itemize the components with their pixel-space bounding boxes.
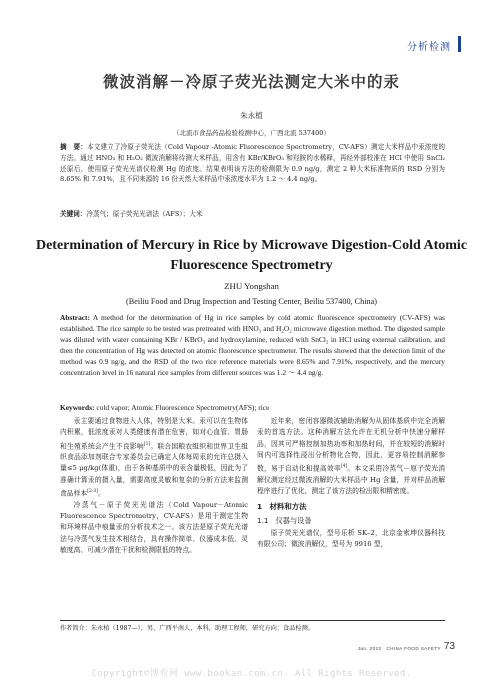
intro-text-c: 。 bbox=[97, 489, 105, 498]
section-category: 分析检测 bbox=[407, 42, 451, 53]
intro-text-e: 。本文采用冷蒸气－原子荧光消解仪测定经过微波消解的大米样品中 Hg 含量，并对样品消解程序进行了优化，测定了该方法的检出限和精密度。 bbox=[257, 464, 446, 496]
abstract-english-text: A method for the determination of Hg in rice samples by cold atomic fluorescence spectrometry (CV-AFS) was established. The rice sample to be tested was pretreated with HNO₃ and H₂O₂ microwave digestion method. The digested sample was diluted with water containing KBr / KBrO₃ and hydroxylamine, reduced with SnCl₂ in HCl using external calibration, and then the concentration of Hg was detected on atomic fluorescence spectrometer. The results showed that the detection limit of the method was 0.9 ng/g, and the RSD of the two rice reference materials were 8.65% and 7.91%, respectively, and the mercury concentration level in 16 natural rice samples from different sources was 1.2 ～ 4.4 ng/g. bbox=[60, 313, 445, 377]
subsection-heading-instruments: 1.1 仪器与设备 bbox=[257, 515, 312, 525]
section-heading-materials: 1 材料和方法 bbox=[257, 502, 307, 512]
abstract-english-label: Abstract: bbox=[60, 313, 90, 322]
title-english: Determination of Mercury in Rice by Microwave Digestion-Cold Atomic Fluorescence Spectrometry bbox=[35, 238, 468, 273]
keywords-english-label: Keywords: bbox=[60, 403, 95, 412]
keywords-chinese-text: 冷蒸气；原子荧光光谱法（AFS）；大米 bbox=[86, 210, 203, 218]
copyright-watermark: Copyright©博看网 www.bookan.com.cn. All Rights Reserved. bbox=[91, 668, 412, 679]
section-marker-bar bbox=[458, 36, 461, 52]
title-chinese: 微波消解－冷原子荧光法测定大米中的汞 bbox=[102, 73, 400, 91]
keywords-english-text: cold vapor; Atomic Fluorescence Spectrometry(AFS); rice bbox=[94, 403, 270, 412]
abstract-chinese-label: 摘 要： bbox=[60, 143, 87, 151]
intro-text-b: 。联合国粮农组织和世界卫生组织食品添加剂联合专家委员会已确定人体每周汞的允许总摄入量≤5 μg/kg(体重)，由于各种基质中的汞含量极低，因此为了准确计算汞的摄入量，需要高度灵敏和复杂的分析方法来监测食品样本 bbox=[60, 441, 249, 498]
intro-text-a: 汞主要通过食物进入人体，特别是大米。汞可以在生物体内积累，低浓度汞对人类健康有潜在危害，如对心血管、胃肠和生殖系统会产生不良影响 bbox=[60, 417, 248, 450]
citation-2-3: [2-3] bbox=[87, 489, 98, 495]
footnote-divider bbox=[60, 620, 445, 621]
author-english: ZHU Yongshan bbox=[224, 281, 279, 291]
affiliation-english: (Beiliu Food and Drug Inspection and Testing Center, Beiliu 537400, China) bbox=[126, 297, 377, 306]
intro-paragraph-3 bbox=[257, 416, 445, 497]
author-footnote: 作者简介：朱永植（1987—），男，广西平南人，本科，助理工程师，研究方向：食品检测。 bbox=[60, 625, 314, 632]
keywords-english bbox=[60, 403, 445, 412]
body-column-right bbox=[257, 416, 445, 551]
intro-paragraph-1 bbox=[60, 416, 248, 500]
journal-name: Jan. 2022 CHINA FOOD SAFETY bbox=[357, 646, 441, 651]
intro-text-d: 近年来，密闭容器微波辅助消解为从固体基质中完全消解汞的首选方法。这种消解方法允许在无机分析中快速分解样品，因其可严格控制加热功率和加热时间，并在较短的消解时间内可选择性浸出分析物化合物，因此，更容易控制消解参数，易于自动化和提高效率 bbox=[257, 417, 445, 473]
intro-paragraph-2: 冷蒸气－原子荧光光谱法（Cold Vapour－Atomic Fluorescence Spectrometry，CV-AFS）是用于测定生物和环境样品中痕量汞的分析技术之一。该方法是原子荧光光谱法与冷蒸气发生技术相结合，具有操作简单、仪器成本低、灵敏度高、可减少潜在干扰和检测限低的特点。 bbox=[60, 500, 248, 554]
keywords-chinese bbox=[60, 208, 445, 218]
citation-4: [4] bbox=[340, 464, 348, 470]
abstract-chinese bbox=[60, 142, 445, 185]
author-chinese: 朱永植 bbox=[240, 111, 263, 120]
abstract-english bbox=[60, 312, 445, 378]
keywords-chinese-label: 关键词： bbox=[60, 210, 87, 218]
citation-1: [1] bbox=[143, 441, 151, 447]
instruments-paragraph: 原子荧光光谱仪，型号乐析 SK–2，北京金索坤仪器科技有限公司；微波消解仪，型号为 9916 型， bbox=[257, 528, 445, 549]
affiliation-chinese: （北流市食品药品检验检测中心，广西北流 537400） bbox=[173, 129, 330, 137]
abstract-chinese-text: 本文建立了冷原子荧光法（Cold Vapour -Atomic Fluorescence Spectrometry，CV-AFS）测定大米样品中汞浓度的方法。通过 HNO₃ 和 H₂O₂ 微波消解将待测大米样品，用含有 KBr/KBrO₃ 和羟胺的水稀释，再经外部校准在 HCl 中使用 SnCl₂ 还原后，使用原子荧光光谱仪检测 Hg 的浓度。结果表明该方法的检测限为 0.9 ng/g，测定 2 种大米标准物质的 RSD 分别为 8.65% 和 7.91%，且不同来源的 16 份天然大米样品中汞浓度水平为 1.2 ～ 4.4 ng/g。 bbox=[60, 143, 446, 184]
page-number: 73 bbox=[443, 641, 455, 652]
body-column-left bbox=[60, 416, 248, 556]
